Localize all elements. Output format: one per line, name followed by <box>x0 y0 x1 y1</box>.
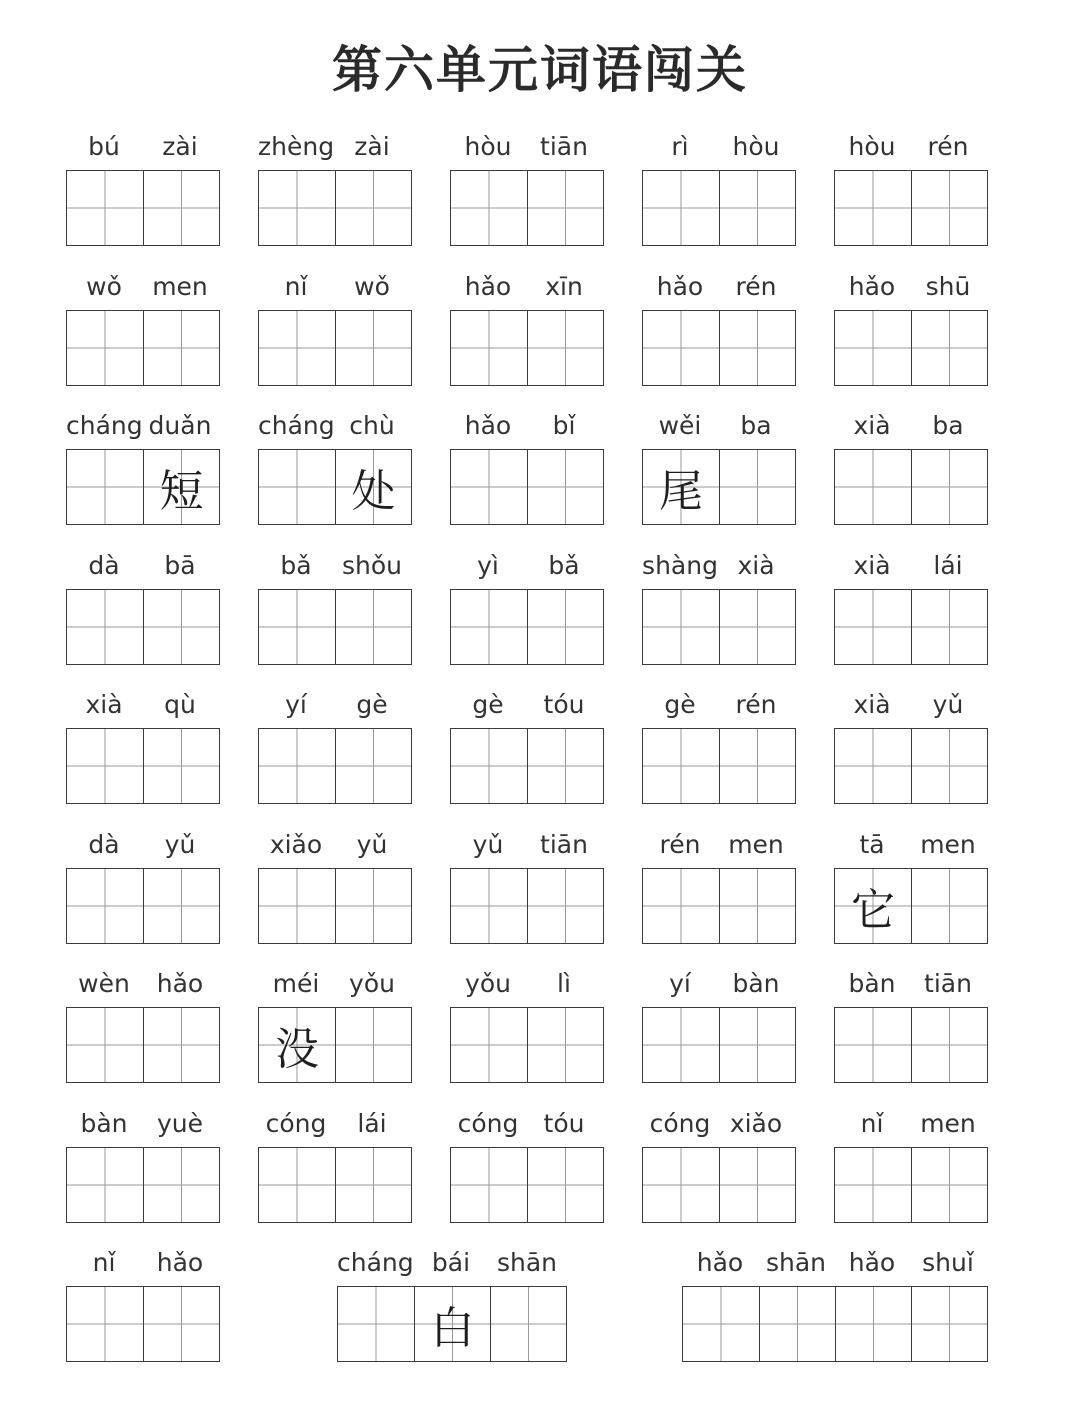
pinyin-row <box>450 830 602 864</box>
writing-cell[interactable] <box>338 1287 414 1361</box>
pinyin-syllable: hǎo <box>696 1248 744 1277</box>
writing-cell[interactable] <box>911 1287 987 1361</box>
writing-grid <box>834 170 988 246</box>
writing-cell[interactable] <box>643 311 719 385</box>
writing-cell[interactable] <box>527 1008 603 1082</box>
pinyin-syllable: tiān <box>924 969 972 998</box>
pinyin-syllable: tā <box>859 830 885 859</box>
writing-grid <box>66 589 220 665</box>
pinyin-row <box>642 969 794 1003</box>
pinyin-syllable: rén <box>735 272 777 301</box>
writing-cell[interactable] <box>67 590 143 664</box>
writing-cell[interactable] <box>67 1008 143 1082</box>
pinyin-row <box>450 132 602 166</box>
pinyin-syllable: yǔ <box>472 830 504 859</box>
writing-grid <box>66 728 220 804</box>
writing-cell[interactable] <box>643 1148 719 1222</box>
pinyin-syllable: lái <box>357 1109 387 1138</box>
pinyin-syllable: wěi <box>658 411 702 440</box>
pinyin-syllable: hǎo <box>156 1248 204 1277</box>
pinyin-syllable: yǔ <box>164 830 196 859</box>
writing-grid <box>642 1007 796 1083</box>
pinyin-row <box>834 969 986 1003</box>
writing-grid <box>66 1286 220 1362</box>
writing-cell[interactable] <box>335 450 411 524</box>
writing-grid <box>450 868 604 944</box>
pinyin-syllable: cóng <box>649 1109 711 1138</box>
writing-grid <box>258 449 412 525</box>
writing-cell[interactable] <box>719 590 795 664</box>
pinyin-row <box>66 830 218 864</box>
pinyin-row <box>450 1109 602 1143</box>
pinyin-row <box>642 690 794 724</box>
writing-cell[interactable] <box>259 311 335 385</box>
pinyin-row <box>66 969 218 1003</box>
pinyin-row <box>258 551 410 585</box>
pinyin-syllable: xiǎo <box>729 1109 783 1138</box>
pinyin-syllable: xīn <box>545 272 583 301</box>
writing-grid <box>258 868 412 944</box>
pinyin-row <box>66 1109 218 1143</box>
writing-cell[interactable] <box>335 590 411 664</box>
pinyin-syllable: yuè <box>156 1109 204 1138</box>
pinyin-row <box>682 1248 986 1282</box>
pinyin-syllable: men <box>728 830 784 859</box>
writing-cell[interactable] <box>835 1008 911 1082</box>
writing-cell[interactable] <box>643 590 719 664</box>
writing-cell[interactable] <box>911 590 987 664</box>
pinyin-syllable: xiǎo <box>269 830 323 859</box>
pinyin-syllable: dà <box>88 830 120 859</box>
pinyin-row <box>642 411 794 445</box>
pinyin-row <box>258 132 410 166</box>
given-character: 白 <box>430 1303 475 1354</box>
pinyin-row <box>66 132 218 166</box>
pinyin-syllable: wǒ <box>354 272 390 301</box>
pinyin-row <box>450 690 602 724</box>
writing-cell[interactable] <box>259 729 335 803</box>
pinyin-row <box>642 551 794 585</box>
pinyin-row <box>337 1248 565 1282</box>
pinyin-syllable: cháng <box>258 411 335 440</box>
writing-cell[interactable] <box>719 1008 795 1082</box>
writing-grid <box>66 1007 220 1083</box>
pinyin-row <box>66 411 218 445</box>
writing-grid <box>642 728 796 804</box>
pinyin-syllable: bàn <box>848 969 896 998</box>
writing-cell[interactable] <box>335 1008 411 1082</box>
writing-grid <box>450 1147 604 1223</box>
writing-cell[interactable] <box>67 869 143 943</box>
writing-grid <box>834 310 988 386</box>
pinyin-syllable: hǎo <box>156 969 204 998</box>
pinyin-syllable: shuǐ <box>922 1248 974 1277</box>
writing-cell[interactable] <box>490 1287 566 1361</box>
writing-cell[interactable] <box>911 1148 987 1222</box>
pinyin-syllable: shān <box>496 1248 558 1277</box>
pinyin-syllable: men <box>920 830 976 859</box>
writing-cell[interactable] <box>527 869 603 943</box>
pinyin-syllable: rì <box>671 132 689 161</box>
pinyin-syllable: shàng <box>642 551 718 580</box>
pinyin-syllable: méi <box>272 969 320 998</box>
pinyin-syllable: bǎ <box>280 551 312 580</box>
pinyin-row <box>834 551 986 585</box>
pinyin-syllable: dà <box>88 551 120 580</box>
writing-cell[interactable] <box>451 1148 527 1222</box>
page-title: 第六单元词语闯关 <box>332 41 748 99</box>
pinyin-row <box>258 1109 410 1143</box>
writing-cell[interactable] <box>143 1148 219 1222</box>
writing-cell[interactable] <box>451 450 527 524</box>
pinyin-syllable: cóng <box>265 1109 327 1138</box>
pinyin-syllable: yǒu <box>465 969 511 998</box>
writing-cell[interactable] <box>527 450 603 524</box>
pinyin-row <box>258 830 410 864</box>
writing-cell[interactable] <box>911 869 987 943</box>
writing-cell[interactable] <box>143 311 219 385</box>
pinyin-syllable: hǎo <box>464 272 512 301</box>
writing-grid <box>642 310 796 386</box>
writing-grid <box>450 1007 604 1083</box>
writing-grid <box>258 1147 412 1223</box>
pinyin-row <box>258 272 410 306</box>
writing-cell[interactable] <box>143 590 219 664</box>
writing-cell[interactable] <box>451 869 527 943</box>
pinyin-row <box>834 132 986 166</box>
pinyin-row <box>450 969 602 1003</box>
writing-cell[interactable] <box>335 171 411 245</box>
writing-grid <box>834 1007 988 1083</box>
writing-cell[interactable] <box>143 1287 219 1361</box>
pinyin-syllable: hòu <box>464 132 512 161</box>
writing-grid <box>642 589 796 665</box>
pinyin-syllable: chù <box>349 411 395 440</box>
writing-cell[interactable] <box>835 171 911 245</box>
writing-cell[interactable] <box>143 1008 219 1082</box>
pinyin-syllable: yǒu <box>349 969 395 998</box>
given-character: 处 <box>351 466 396 517</box>
pinyin-syllable: hǎo <box>848 1248 896 1277</box>
writing-grid <box>834 728 988 804</box>
writing-cell[interactable] <box>911 171 987 245</box>
pinyin-syllable: wǒ <box>86 272 122 301</box>
writing-cell[interactable] <box>911 311 987 385</box>
writing-cell[interactable] <box>643 729 719 803</box>
pinyin-syllable: cháng <box>337 1248 414 1277</box>
pinyin-syllable: hòu <box>848 132 896 161</box>
pinyin-syllable: xià <box>737 551 775 580</box>
writing-grid <box>682 1286 988 1362</box>
writing-cell[interactable] <box>143 729 219 803</box>
pinyin-syllable: lì <box>557 969 571 998</box>
writing-grid <box>258 1007 412 1083</box>
pinyin-row <box>66 690 218 724</box>
writing-cell[interactable] <box>259 1008 335 1082</box>
pinyin-syllable: tóu <box>543 690 585 719</box>
writing-cell[interactable] <box>719 311 795 385</box>
pinyin-syllable: men <box>920 1109 976 1138</box>
writing-cell[interactable] <box>527 729 603 803</box>
pinyin-syllable: gè <box>472 690 504 719</box>
pinyin-syllable: yí <box>285 690 307 719</box>
writing-cell[interactable] <box>143 450 219 524</box>
pinyin-syllable: nǐ <box>860 1109 884 1138</box>
pinyin-syllable: nǐ <box>284 272 308 301</box>
pinyin-row <box>834 272 986 306</box>
writing-grid <box>642 868 796 944</box>
writing-cell[interactable] <box>335 311 411 385</box>
pinyin-syllable: bàn <box>732 969 780 998</box>
writing-cell[interactable] <box>451 1008 527 1082</box>
pinyin-row <box>258 969 410 1003</box>
writing-cell[interactable] <box>67 450 143 524</box>
pinyin-syllable: hǎo <box>656 272 704 301</box>
pinyin-row <box>834 830 986 864</box>
pinyin-row <box>450 411 602 445</box>
pinyin-row <box>642 272 794 306</box>
pinyin-row <box>642 132 794 166</box>
writing-cell[interactable] <box>143 171 219 245</box>
pinyin-syllable: duǎn <box>148 411 212 440</box>
pinyin-syllable: ba <box>932 411 964 440</box>
writing-cell[interactable] <box>835 311 911 385</box>
pinyin-syllable: xià <box>853 690 891 719</box>
writing-cell[interactable] <box>259 869 335 943</box>
writing-cell[interactable] <box>259 171 335 245</box>
writing-cell[interactable] <box>67 1148 143 1222</box>
pinyin-syllable: yí <box>669 969 691 998</box>
writing-grid <box>258 310 412 386</box>
pinyin-syllable: xià <box>85 690 123 719</box>
writing-grid <box>66 1147 220 1223</box>
pinyin-syllable: shān <box>765 1248 827 1277</box>
writing-grid <box>258 170 412 246</box>
pinyin-syllable: bā <box>164 551 196 580</box>
pinyin-syllable: cháng <box>66 411 143 440</box>
writing-cell[interactable] <box>643 1008 719 1082</box>
pinyin-syllable: bái <box>431 1248 471 1277</box>
writing-grid <box>337 1286 567 1362</box>
given-character: 它 <box>851 885 895 936</box>
writing-cell[interactable] <box>143 869 219 943</box>
writing-grid <box>834 868 988 944</box>
pinyin-syllable: gè <box>356 690 388 719</box>
pinyin-row <box>834 690 986 724</box>
pinyin-row <box>450 272 602 306</box>
pinyin-row <box>258 411 410 445</box>
writing-grid <box>642 170 796 246</box>
pinyin-row <box>258 690 410 724</box>
pinyin-row <box>642 830 794 864</box>
pinyin-syllable: yì <box>477 551 499 580</box>
pinyin-syllable: shū <box>925 272 971 301</box>
pinyin-syllable: xià <box>853 411 891 440</box>
writing-grid <box>642 1147 796 1223</box>
writing-cell[interactable] <box>835 450 911 524</box>
writing-cell[interactable] <box>335 729 411 803</box>
writing-cell[interactable] <box>67 729 143 803</box>
writing-cell[interactable] <box>335 869 411 943</box>
writing-cell[interactable] <box>643 171 719 245</box>
pinyin-row <box>66 1248 218 1282</box>
pinyin-syllable: zài <box>354 132 390 161</box>
writing-cell[interactable] <box>643 869 719 943</box>
writing-grid <box>834 589 988 665</box>
pinyin-syllable: gè <box>664 690 696 719</box>
pinyin-syllable: zài <box>162 132 198 161</box>
writing-cell[interactable] <box>259 590 335 664</box>
pinyin-syllable: tiān <box>540 132 588 161</box>
writing-grid <box>258 589 412 665</box>
pinyin-syllable: bàn <box>80 1109 128 1138</box>
pinyin-syllable: zhèng <box>258 132 335 161</box>
pinyin-syllable: rén <box>659 830 701 859</box>
writing-cell[interactable] <box>527 1148 603 1222</box>
writing-cell[interactable] <box>67 311 143 385</box>
pinyin-syllable: hǎo <box>464 411 512 440</box>
pinyin-syllable: men <box>152 272 208 301</box>
pinyin-row <box>642 1109 794 1143</box>
writing-cell[interactable] <box>259 1148 335 1222</box>
writing-cell[interactable] <box>719 869 795 943</box>
writing-grid <box>450 589 604 665</box>
pinyin-syllable: qù <box>164 690 196 719</box>
writing-cell[interactable] <box>451 171 527 245</box>
writing-cell[interactable] <box>527 590 603 664</box>
given-character: 尾 <box>659 466 703 517</box>
writing-grid <box>258 728 412 804</box>
writing-cell[interactable] <box>835 590 911 664</box>
pinyin-syllable: shǒu <box>341 551 402 580</box>
writing-grid <box>450 449 604 525</box>
pinyin-row <box>66 551 218 585</box>
pinyin-syllable: bǎ <box>548 551 580 580</box>
writing-cell[interactable] <box>911 729 987 803</box>
pinyin-syllable: rén <box>927 132 969 161</box>
writing-cell[interactable] <box>67 171 143 245</box>
writing-cell[interactable] <box>335 1148 411 1222</box>
writing-cell[interactable] <box>911 450 987 524</box>
writing-cell[interactable] <box>414 1287 490 1361</box>
writing-cell[interactable] <box>835 869 911 943</box>
writing-grid <box>66 868 220 944</box>
pinyin-syllable: bú <box>88 132 120 161</box>
pinyin-syllable: cóng <box>457 1109 519 1138</box>
pinyin-syllable: yǔ <box>932 690 964 719</box>
pinyin-row <box>834 411 986 445</box>
writing-grid <box>66 170 220 246</box>
writing-cell[interactable] <box>835 1287 911 1361</box>
writing-cell[interactable] <box>719 171 795 245</box>
pinyin-syllable: nǐ <box>92 1248 116 1277</box>
writing-cell[interactable] <box>719 1148 795 1222</box>
writing-cell[interactable] <box>683 1287 759 1361</box>
writing-cell[interactable] <box>719 450 795 524</box>
writing-cell[interactable] <box>835 1148 911 1222</box>
given-character: 没 <box>275 1024 319 1075</box>
pinyin-syllable: hòu <box>732 132 780 161</box>
writing-grid <box>834 449 988 525</box>
pinyin-syllable: rén <box>735 690 777 719</box>
pinyin-syllable: hǎo <box>848 272 896 301</box>
writing-cell[interactable] <box>451 729 527 803</box>
pinyin-syllable: xià <box>853 551 891 580</box>
pinyin-syllable: ba <box>740 411 772 440</box>
pinyin-syllable: bǐ <box>552 411 576 440</box>
pinyin-syllable: tiān <box>540 830 588 859</box>
writing-cell[interactable] <box>527 311 603 385</box>
writing-cell[interactable] <box>259 450 335 524</box>
pinyin-row <box>834 1109 986 1143</box>
writing-cell[interactable] <box>451 311 527 385</box>
writing-grid <box>834 1147 988 1223</box>
writing-grid <box>66 310 220 386</box>
writing-cell[interactable] <box>719 729 795 803</box>
writing-cell[interactable] <box>451 590 527 664</box>
writing-cell[interactable] <box>527 171 603 245</box>
writing-grid <box>66 449 220 525</box>
writing-cell[interactable] <box>835 729 911 803</box>
pinyin-syllable: yǔ <box>356 830 388 859</box>
pinyin-row <box>450 551 602 585</box>
writing-cell[interactable] <box>643 450 719 524</box>
writing-cell[interactable] <box>67 1287 143 1361</box>
pinyin-syllable: lái <box>933 551 963 580</box>
pinyin-syllable: wèn <box>78 969 130 998</box>
writing-grid <box>450 310 604 386</box>
writing-grid <box>450 170 604 246</box>
writing-cell[interactable] <box>759 1287 835 1361</box>
given-character: 短 <box>159 466 204 517</box>
pinyin-row <box>66 272 218 306</box>
writing-cell[interactable] <box>911 1008 987 1082</box>
writing-grid <box>450 728 604 804</box>
pinyin-syllable: tóu <box>543 1109 585 1138</box>
writing-grid <box>642 449 796 525</box>
